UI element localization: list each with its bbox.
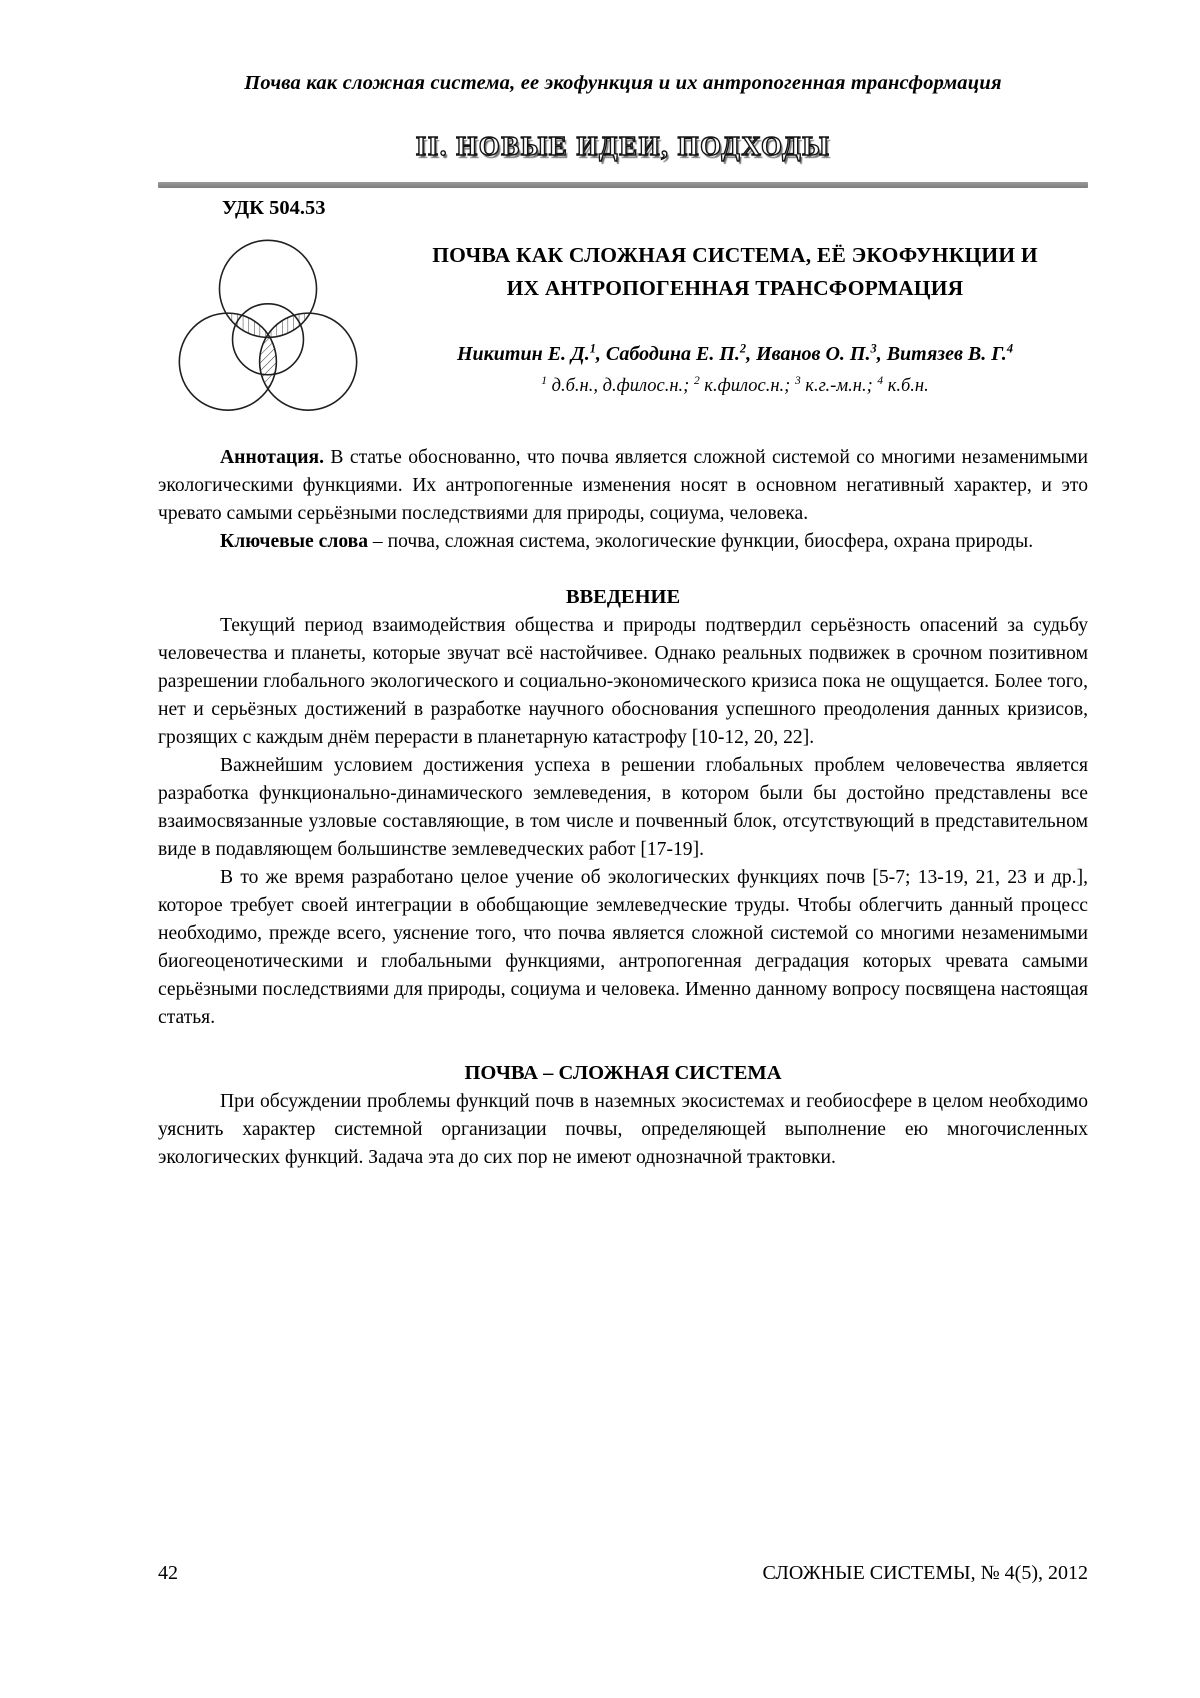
author-name: Сабодина Е. П.: [605, 343, 740, 365]
page-footer: [158, 1560, 1088, 1586]
author-separator: ,: [876, 343, 887, 365]
running-head: Почва как сложная система, ее экофункция и их антропогенная трансформация: [244, 72, 1002, 94]
degree-text: д.б.н., д.филос.н.;: [547, 376, 694, 396]
page-number: 42: [158, 1562, 178, 1584]
journal-footer-title: СЛОЖНЫЕ СИСТЕМЫ, № 4(5), 2012: [762, 1562, 1088, 1584]
degree-text: к.г.-м.н.;: [800, 376, 878, 396]
author-name: Иванов О. П.: [756, 343, 871, 365]
article-title-line1: ПОЧВА КАК СЛОЖНАЯ СИСТЕМА, ЕЁ ЭКОФУНКЦИИ И: [432, 243, 1038, 267]
degree-text: к.б.н.: [883, 376, 929, 396]
degrees-line: [382, 374, 1088, 398]
author-name: Витязев В. Г.: [886, 343, 1007, 365]
author-name: Никитин Е. Д.: [456, 343, 590, 365]
degree-superscript: 2: [693, 374, 700, 387]
author-separator: ,: [595, 343, 606, 365]
annotation-label: Аннотация.: [220, 447, 325, 468]
page-content: [158, 0, 1088, 1172]
degree-superscript: 3: [794, 374, 801, 387]
author-superscript: 3: [870, 341, 877, 356]
authors-line: [382, 341, 1088, 367]
annotation-text: В статье обоснованно, что почва является сложной системой со многими незаменимыми экологическими функциями. Их антропогенные изменения носят в основном негативный характер, и это чревато самыми серьёзными последствиями для природы, социума, человека.: [158, 447, 1088, 524]
divider-rule: [158, 182, 1088, 188]
article-title: [382, 239, 1088, 305]
article-head-text: [376, 223, 1088, 418]
section-heading-soil-system: ПОЧВА – СЛОЖНАЯ СИСТЕМА: [464, 1062, 782, 1084]
intro-paragraph-3: В то же время разработано целое учение об экологических функциях почв [5-7; 13-19, 21, 23 и др.], которое требует своей интеграции в обобщающие землеведческие труды. Чтобы облегчить данный процесс необходимо, прежде всего, уяснение того, что почва является сложной системой со многими незаменимыми биогеоценотическими и глобальными функциями, антропогенная деградация которых чревата самыми серьёзными последствиями для природы, социума и человека. Именно данному вопросу посвящена настоящая статья.: [158, 867, 1088, 1028]
author-separator: ,: [746, 343, 757, 365]
degree-superscript: 1: [541, 374, 547, 387]
venn-circles-logo-graphic: [170, 231, 366, 413]
author-superscript: 1: [589, 341, 596, 356]
section-heading-introduction: ВВЕДЕНИЕ: [565, 586, 681, 608]
degree-superscript: 4: [877, 374, 884, 387]
author-superscript: 4: [1006, 341, 1014, 356]
intro-paragraph-1: Текущий период взаимодействия общества и природы подтвердил серьёзность опасений за судьбу человечества и планеты, которые звучат всё настойчивее. Однако реальных подвижек в срочном позитивном разрешении глобального экологического и социально-экономического кризиса пока не ощущается. Более того, нет и серьёзных достижений в разработке научного обоснования успешного преодоления данных кризисов, грозящих с каждым днём перерасти в планетарную катастрофу [10-12, 20, 22].: [158, 615, 1088, 748]
journal-logo: [170, 223, 376, 418]
keywords-label: Ключевые слова: [220, 531, 369, 552]
degree-text: к.филос.н.;: [699, 376, 795, 396]
udc-label: УДК 504.53: [222, 197, 326, 219]
article-title-line2: ИХ АНТРОПОГЕННАЯ ТРАНСФОРМАЦИЯ: [506, 276, 964, 300]
annotation-paragraph: [158, 444, 1088, 528]
article-head-row: [158, 223, 1088, 418]
keywords-paragraph: [158, 528, 1088, 556]
section-banner: II. НОВЫЕ ИДЕИ, ПОДХОДЫ: [415, 131, 831, 161]
author-superscript: 2: [739, 341, 747, 356]
soil-system-paragraph-1: При обсуждении проблемы функций почв в наземных экосистемах и геобиосфере в целом необходимо уяснить характер системной организации почвы, определяющей выполнение ею многочисленных экологических функций. Задача эта до сих пор не имеют однозначной трактовки.: [158, 1091, 1088, 1168]
keywords-text: – почва, сложная система, экологические функции, биосфера, охрана природы.: [368, 531, 1034, 552]
intro-paragraph-2: Важнейшим условием достижения успеха в решении глобальных проблем человечества является разработка функционально-динамического землеведения, в котором были бы достойно представлены все взаимосвязанные узловые составляющие, в том числе и почвенный блок, отсутствующий в представительном виде в подавляющем большинстве землеведческих работ [17-19].: [158, 755, 1088, 860]
